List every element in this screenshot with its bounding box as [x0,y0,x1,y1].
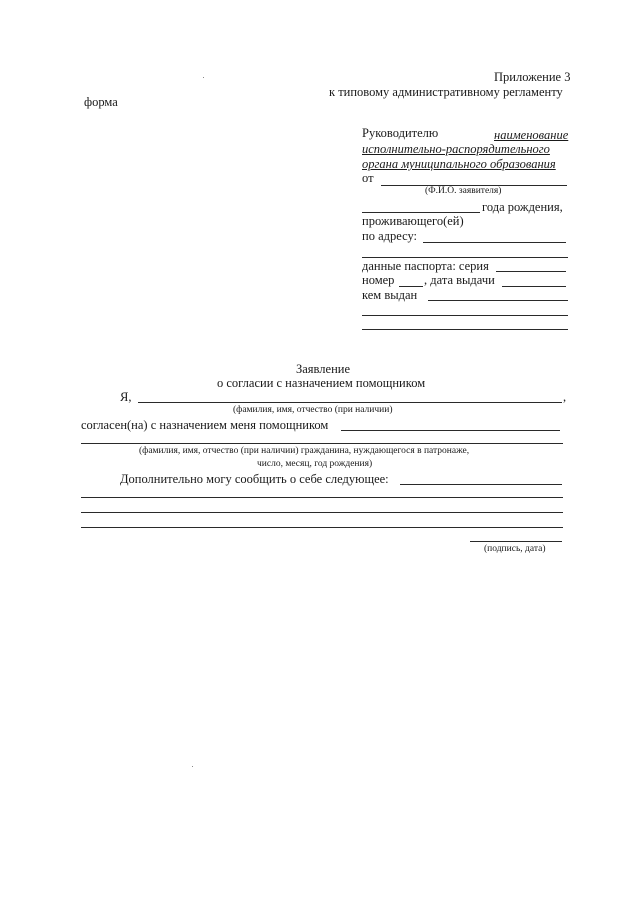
applicant-fio-caption: (Ф.И.О. заявителя) [425,186,502,196]
statement-subtitle: о согласии с назначением помощником [217,376,426,390]
i-label: Я, [120,390,132,404]
org-name-line2: исполнительно-распорядительного [362,142,550,156]
statement-title: Заявление [296,362,351,376]
appendix-number: Приложение 3 [494,70,571,84]
comma: , [563,390,567,404]
signature-caption: (подпись, дата) [484,544,546,554]
passport-number-label: номер [362,273,395,287]
address-label: по адресу: [362,229,418,243]
additional-info-label: Дополнительно могу сообщить о себе следующее: [120,472,389,486]
additional-info-field-line4[interactable] [81,527,563,528]
birth-year-label: года рождения, [482,200,563,214]
ward-caption-line1: (фамилия, имя, отчество (при наличии) гражданина, нуждающегося в патронаже, [139,446,470,456]
ward-caption-line2: число, месяц, год рождения) [257,459,373,469]
birth-year-field[interactable] [362,212,480,213]
passport-series-field[interactable] [496,271,566,272]
scan-speck [203,77,204,78]
additional-info-field-line1[interactable] [400,484,562,485]
issued-by-field-line3[interactable] [362,329,568,330]
issued-by-field-line2[interactable] [362,315,568,316]
additional-info-field-line2[interactable] [81,497,563,498]
agree-label: согласен(на) с назначением меня помощником [81,418,329,432]
issued-by-label: кем выдан [362,288,418,302]
from-label: от [362,171,374,185]
ward-name-field-line2[interactable] [81,443,563,444]
passport-series-label: данные паспорта: серия [362,259,489,273]
applicant-full-name-field[interactable] [138,402,562,403]
issue-date-label: , дата выдачи [424,273,495,287]
form-label: форма [84,95,118,109]
scan-speck [192,766,193,767]
additional-info-field-line3[interactable] [81,512,563,513]
org-name-line3: органа муниципального образования [362,157,556,171]
passport-number-field[interactable] [399,286,423,287]
issue-date-field[interactable] [502,286,566,287]
address-field-line1[interactable] [423,242,566,243]
org-name-line1: наименование [494,128,569,142]
addressee-head-label: Руководителю [362,126,439,140]
issued-by-field-line1[interactable] [428,300,568,301]
regulation-reference: к типовому административному регламенту [329,85,563,99]
signature-field[interactable] [470,541,562,542]
residing-label: проживающего(ей) [362,214,464,228]
address-field-line2[interactable] [362,257,568,258]
ward-name-field-line1[interactable] [341,430,560,431]
applicant-full-name-caption: (фамилия, имя, отчество (при наличии) [233,405,393,415]
